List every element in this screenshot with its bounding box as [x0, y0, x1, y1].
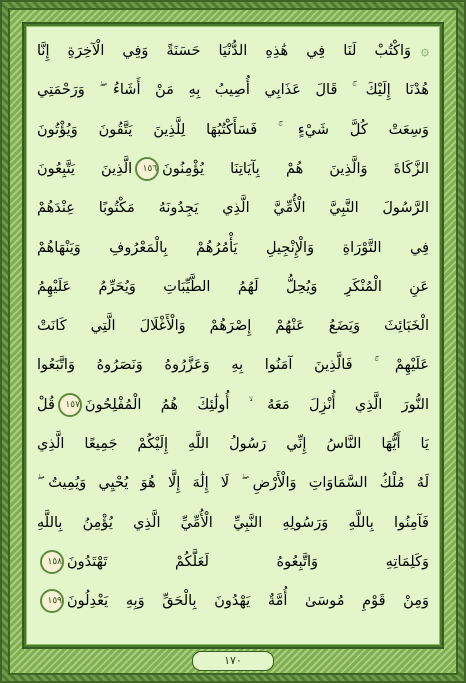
text-line: [37, 153, 429, 185]
ayah-number-marker: ١٥٩: [40, 589, 64, 613]
verse-text: وَاكْتُبْ لَنَا فِي هَٰذِهِ الدُّنْيَا حَسَنَةً وَفِي الْآخِرَةِ إِنَّا: [37, 43, 411, 59]
verse-text: وَمِنْ قَوْمِ مُوسَىٰ أُمَّةٌ يَهْدُونَ بِالْحَقِّ وَبِهِ يَعْدِلُونَ: [67, 593, 429, 610]
ayah-number-marker: ١٥٦: [135, 157, 159, 181]
text-line: [37, 310, 429, 342]
text-line: [37, 114, 429, 146]
ayah-number-marker: ١٥٧: [58, 393, 82, 417]
text-line: [37, 389, 429, 421]
verse-text: يَا أَيُّهَا النَّاسُ إِنِّي رَسُولُ اللَّهِ إِلَيْكُمْ جَمِيعًا الَّذِي: [37, 436, 429, 452]
verse-text: فِي التَّوْرَاةِ وَالْإِنْجِيلِ يَأْمُرُهُمْ بِالْمَعْرُوفِ وَيَنْهَاهُمْ: [37, 239, 429, 256]
page-footer: [0, 651, 466, 671]
verse-text: الَّذِينَ يَتَّبِعُونَ: [37, 160, 133, 177]
rub-el-hizb-icon: ۞: [420, 43, 429, 59]
text-line: [37, 349, 429, 381]
text-line: [37, 232, 429, 264]
verse-text: قُلْ: [37, 396, 55, 413]
text-lines: [37, 35, 429, 638]
text-line: [37, 507, 429, 539]
verse-text: لَهُ مُلْكُ السَّمَاوَاتِ وَالْأَرْضِ ۖ لَا إِلَٰهَ إِلَّا هُوَ يُحْيِي وَيُمِيتُ ۖ: [37, 475, 429, 492]
text-line: [37, 585, 429, 617]
text-line: [37, 35, 429, 67]
text-line: [37, 546, 429, 578]
verse-text: وَكَلِمَاتِهِ وَاتَّبِعُوهُ لَعَلَّكُمْ تَهْتَدُونَ: [67, 553, 429, 570]
verse-text: الْخَبَائِثَ وَيَضَعُ عَنْهُمْ إِصْرَهُمْ وَالْأَغْلَالَ الَّتِي كَانَتْ: [37, 318, 429, 335]
page-number: ١٧٠: [192, 651, 274, 671]
verse-text: عَنِ الْمُنْكَرِ وَيُحِلُّ لَهُمُ الطَّيِّبَاتِ وَيُحَرِّمُ عَلَيْهِمُ: [37, 278, 429, 295]
ayah-number-marker: ١٥٨: [40, 550, 64, 574]
text-line: [37, 74, 429, 106]
verse-text: هُدْنَا إِلَيْكَ ۚ قَالَ عَذَابِي أُصِيبُ بِهِ مَنْ أَشَاءُ ۖ وَرَحْمَتِي: [37, 82, 429, 99]
verse-text: النُّورَ الَّذِي أُنْزِلَ مَعَهُ ۙ أُولَٰئِكَ هُمُ الْمُفْلِحُونَ: [84, 396, 429, 413]
verse-text: الزَّكَاةَ وَالَّذِينَ هُمْ بِآيَاتِنَا يُؤْمِنُونَ: [162, 160, 429, 177]
verse-text: الرَّسُولَ النَّبِيَّ الْأُمِّيَّ الَّذِي يَجِدُونَهُ مَكْتُوبًا عِنْدَهُمْ: [37, 200, 429, 217]
text-line: [37, 467, 429, 499]
verse-text: وَسِعَتْ كُلَّ شَيْءٍ ۚ فَسَأَكْتُبُهَا لِلَّذِينَ يَتَّقُونَ وَيُؤْتُونَ: [37, 121, 429, 138]
text-line: [37, 428, 429, 460]
verse-text: فَآمِنُوا بِاللَّهِ وَرَسُولِهِ النَّبِيِّ الْأُمِّيِّ الَّذِي يُؤْمِنُ بِاللَّهِ: [37, 514, 429, 531]
text-line: [37, 271, 429, 303]
verse-text: عَلَيْهِمْ ۚ فَالَّذِينَ آمَنُوا بِهِ وَعَزَّرُوهُ وَنَصَرُوهُ وَاتَّبَعُوا: [37, 357, 429, 374]
text-line: [37, 192, 429, 224]
quran-page: [26, 26, 440, 645]
